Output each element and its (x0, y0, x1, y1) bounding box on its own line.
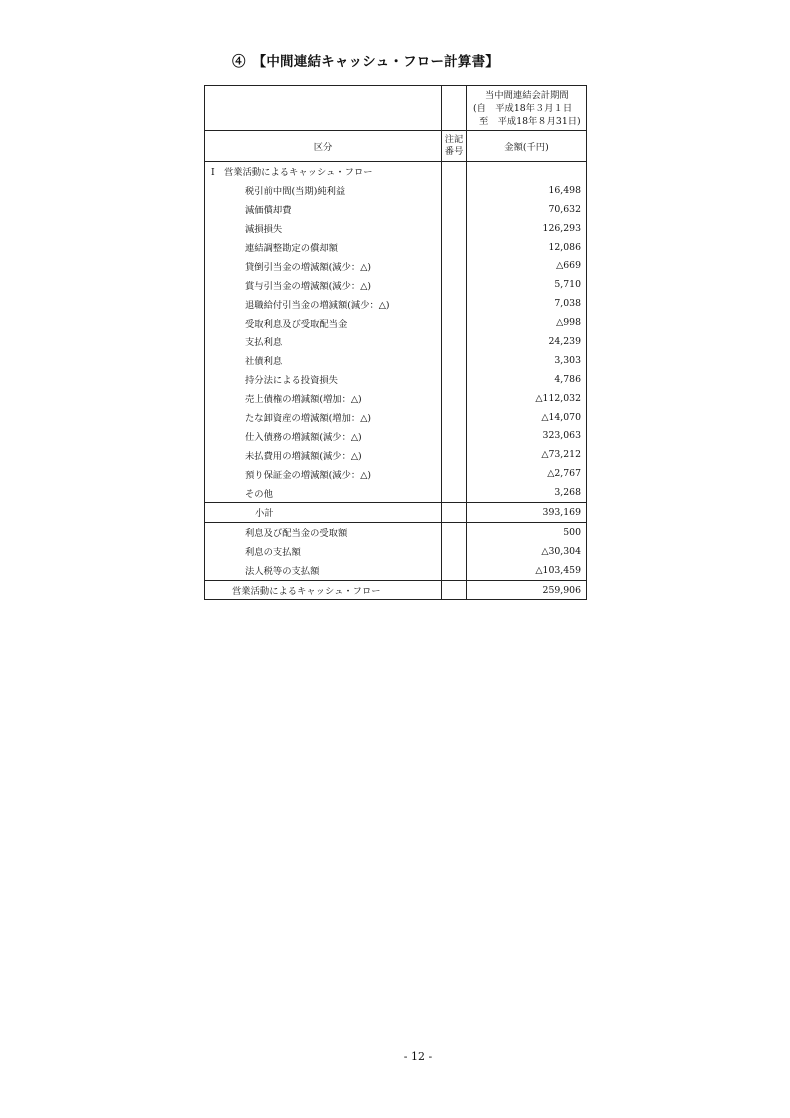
row-label: 貸倒引当金の増減額(減少：△) (205, 256, 442, 275)
row-note (442, 370, 467, 389)
column-header-row (205, 131, 587, 162)
row-amount: △669 (467, 256, 587, 275)
subtotal-amount: 393,169 (467, 503, 587, 523)
row-amount: △103,459 (467, 561, 587, 580)
row-label: 賞与引当金の増減額(減少：△) (205, 275, 442, 294)
period-to: 至 平成18年８月31日) (479, 115, 581, 127)
row-note (442, 219, 467, 238)
table-row (205, 351, 587, 370)
row-note (442, 313, 467, 332)
row-amount: 4,786 (467, 370, 587, 389)
row-note (442, 522, 467, 541)
row-note (442, 275, 467, 294)
table-row (205, 561, 587, 580)
note-header (442, 131, 467, 162)
row-note (442, 181, 467, 200)
row-note (442, 561, 467, 580)
row-label: 税引前中間(当期)純利益 (205, 181, 442, 200)
row-amount: 7,038 (467, 294, 587, 313)
page-number: - 12 - (403, 1050, 433, 1063)
row-note (442, 351, 467, 370)
row-label: 支払利息 (205, 332, 442, 351)
row-label: 社債利息 (205, 351, 442, 370)
table-row (205, 542, 587, 561)
empty-note-header-cell (442, 86, 467, 131)
table-row (205, 200, 587, 219)
row-amount: △2,767 (467, 464, 587, 483)
row-label: その他 (205, 483, 442, 502)
row-label: 持分法による投資損失 (205, 370, 442, 389)
empty-header-cell (205, 86, 442, 131)
row-label: 利息及び配当金の受取額 (205, 522, 442, 541)
row-amount: △30,304 (467, 542, 587, 561)
row-label: 未払費用の増減額(減少：△) (205, 445, 442, 464)
row-note (442, 294, 467, 313)
row-note (442, 200, 467, 219)
subtotal-label: 小計 (205, 503, 442, 523)
row-note (442, 483, 467, 502)
table-row (205, 256, 587, 275)
row-label: Ⅰ 営業活動によるキャッシュ・フロー (205, 162, 442, 181)
row-label: 仕入債務の増減額(減少：△) (205, 426, 442, 445)
row-label: 連結調整勘定の償却額 (205, 238, 442, 257)
period-header-row (205, 86, 587, 131)
table-row (205, 464, 587, 483)
row-amount: 126,293 (467, 219, 587, 238)
row-note (442, 162, 467, 181)
row-note (442, 445, 467, 464)
row-amount: 3,268 (467, 483, 587, 502)
row-amount: 5,710 (467, 275, 587, 294)
row-note (442, 464, 467, 483)
table-row (205, 181, 587, 200)
table-row (205, 219, 587, 238)
table-row (205, 370, 587, 389)
table-row (205, 332, 587, 351)
document-title: ④ 【中間連結キャッシュ・フロー計算書】 (232, 54, 499, 70)
row-label: 減損損失 (205, 219, 442, 238)
subtotal-row (205, 503, 587, 523)
row-note (442, 542, 467, 561)
table-row (205, 275, 587, 294)
period-from: (自 平成18年３月１日 (473, 102, 573, 114)
table-row (205, 313, 587, 332)
note-header-line2: 番号 (444, 146, 464, 157)
row-amount: △73,212 (467, 445, 587, 464)
row-label: たな卸資産の増減額(増加：△) (205, 408, 442, 427)
table-row (205, 426, 587, 445)
row-amount: 24,239 (467, 332, 587, 351)
table-row (205, 408, 587, 427)
row-note (442, 332, 467, 351)
row-label: 利息の支払額 (205, 542, 442, 561)
total-label: 営業活動によるキャッシュ・フロー (205, 580, 442, 600)
period-label: 当中間連結会計期間 (485, 89, 569, 101)
row-note (442, 408, 467, 427)
total-row (205, 580, 587, 600)
cash-flow-table (204, 85, 587, 600)
row-amount: 70,632 (467, 200, 587, 219)
table-row (205, 238, 587, 257)
period-header (467, 86, 587, 131)
table-row (205, 162, 587, 181)
note-header-line1: 注記 (444, 134, 464, 145)
table-row (205, 294, 587, 313)
row-note (442, 503, 467, 523)
row-label: 受取利息及び受取配当金 (205, 313, 442, 332)
table-row (205, 483, 587, 502)
row-label: 売上債権の増減額(増加：△) (205, 389, 442, 408)
row-amount: 323,063 (467, 426, 587, 445)
row-amount: 3,303 (467, 351, 587, 370)
total-amount: 259,906 (467, 580, 587, 600)
row-amount (467, 162, 587, 181)
category-header: 区分 (205, 131, 442, 162)
table-row (205, 389, 587, 408)
row-note (442, 426, 467, 445)
row-amount: 500 (467, 522, 587, 541)
row-label: 減価償却費 (205, 200, 442, 219)
row-note (442, 256, 467, 275)
row-note (442, 580, 467, 600)
row-label: 預り保証金の増減額(減少：△) (205, 464, 442, 483)
row-amount: △14,070 (467, 408, 587, 427)
row-label: 法人税等の支払額 (205, 561, 442, 580)
amount-header: 金額(千円) (467, 131, 587, 162)
row-amount: 16,498 (467, 181, 587, 200)
row-amount: △998 (467, 313, 587, 332)
row-note (442, 389, 467, 408)
row-label: 退職給付引当金の増減額(減少：△) (205, 294, 442, 313)
table-row (205, 522, 587, 541)
table-row (205, 445, 587, 464)
row-note (442, 238, 467, 257)
row-amount: △112,032 (467, 389, 587, 408)
row-amount: 12,086 (467, 238, 587, 257)
